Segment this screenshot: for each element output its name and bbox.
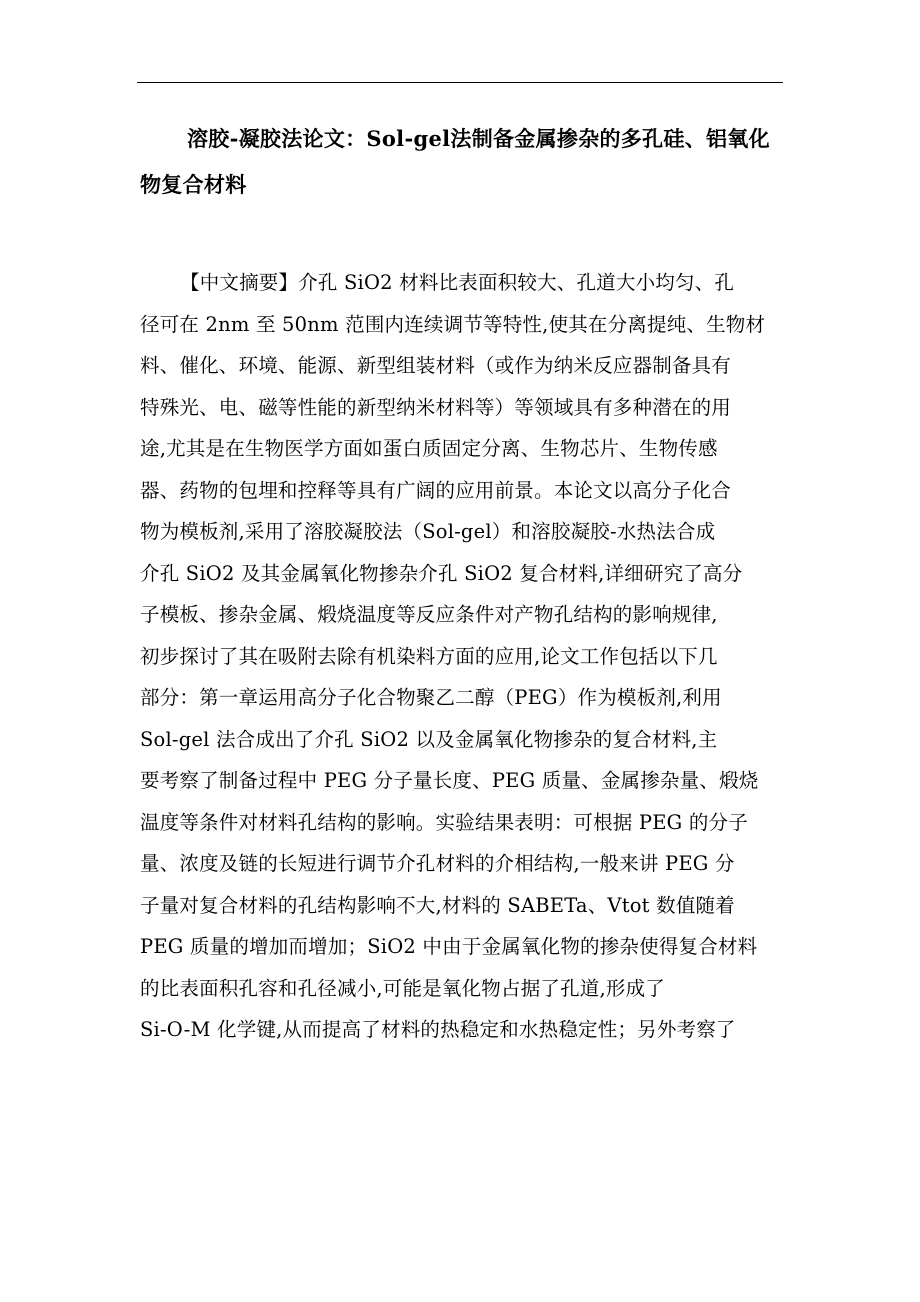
abstract-line: 器、药物的包埋和控释等具有广阔的应用前景。本论文以高分子化合 xyxy=(140,478,732,502)
abstract-line: 子模板、掺杂金属、煅烧温度等反应条件对产物孔结构的影响规律, xyxy=(140,603,718,626)
abstract-line: 量、浓度及链的长短进行调节介孔材料的介相结构,一般来讲 PEG 分 xyxy=(140,852,735,875)
abstract-line: Si-O-M 化学键,从而提高了材料的热稳定和水热稳定性；另外考察了 xyxy=(140,1018,736,1041)
abstract-line: PEG 质量的增加而增加；SiO2 中由于金属氧化物的掺杂使得复合材料 xyxy=(140,935,758,958)
abstract-line: 料、催化、环境、能源、新型组装材料（或作为纳米反应器制备具有 xyxy=(140,354,732,377)
abstract-line: 径可在 2nm 至 50nm 范围内连续调节等特性,使其在分离提纯、生物材 xyxy=(140,312,766,336)
document-title: 溶胶-凝胶法论文：Sol-gel法制备金属掺杂的多孔硅、铝氧化物复合材料 xyxy=(140,126,770,197)
abstract-line: 温度等条件对材料孔结构的影响。实验结果表明：可根据 PEG 的分子 xyxy=(140,810,748,834)
abstract-line: 途,尤其是在生物医学方面如蛋白质固定分离、生物芯片、生物传感 xyxy=(140,437,718,460)
abstract-line: 【中文摘要】介孔 SiO2 材料比表面积较大、孔道大小均匀、孔 xyxy=(180,271,735,294)
header-rule xyxy=(137,82,783,83)
abstract-line: 特殊光、电、磁等性能的新型纳米材料等）等领域具有多种潜在的用 xyxy=(140,395,732,419)
abstract-line: 的比表面积孔容和孔径减小,可能是氧化物占据了孔道,形成了 xyxy=(140,976,665,1000)
abstract-line: Sol-gel 法合成出了介孔 SiO2 以及金属氧化物掺杂的复合材料,主 xyxy=(140,727,718,751)
abstract-line: 初步探讨了其在吸附去除有机染料方面的应用,论文工作包括以下几 xyxy=(140,644,718,668)
abstract-line: 部分：第一章运用高分子化合物聚乙二醇（PEG）作为模板剂,利用 xyxy=(140,686,722,709)
abstract-body xyxy=(140,262,784,1051)
abstract-line: 子量对复合材料的孔结构影响不大,材料的 SABETa、Vtot 数值随着 xyxy=(140,893,735,917)
abstract-line: 要考察了制备过程中 PEG 分子量长度、PEG 质量、金属掺杂量、煅烧 xyxy=(140,769,759,792)
abstract-line: 物为模板剂,采用了溶胶凝胶法（Sol-gel）和溶胶凝胶-水热法合成 xyxy=(140,520,716,543)
abstract-line: 介孔 SiO2 及其金属氧化物掺杂介孔 SiO2 复合材料,详细研究了高分 xyxy=(140,561,743,585)
